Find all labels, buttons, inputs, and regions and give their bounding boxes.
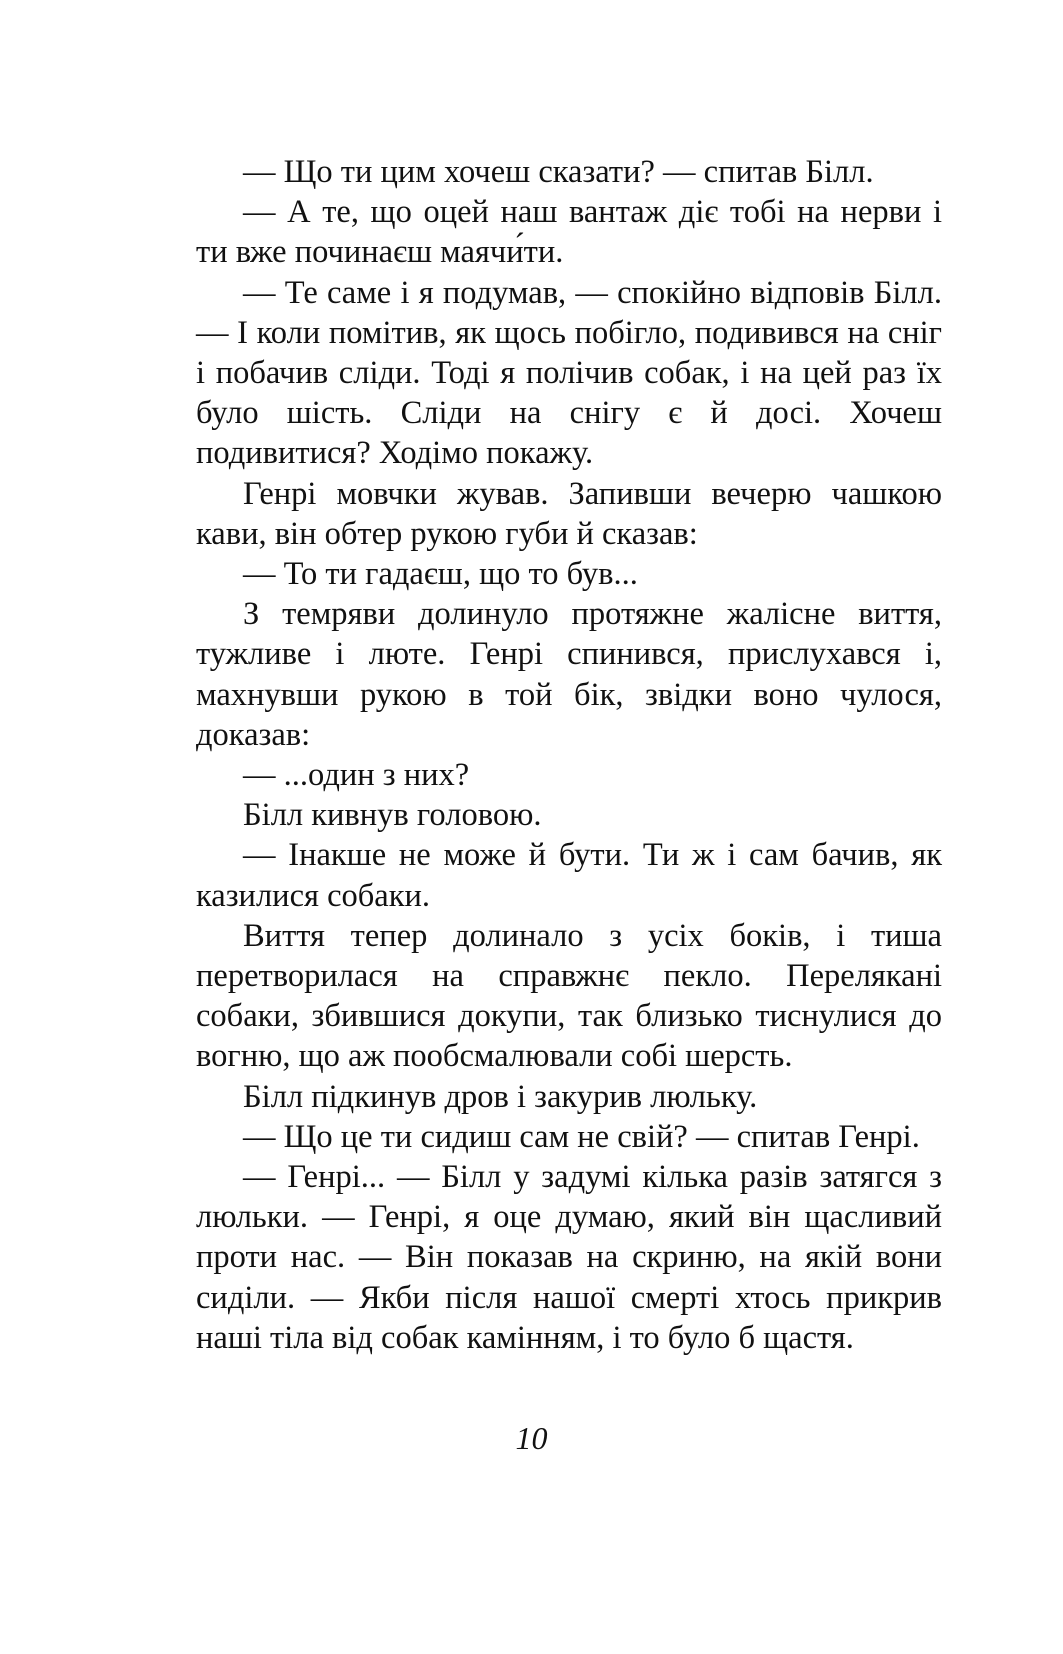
paragraph: — Що це ти сидиш сам не свій? — спитав Генрі.	[243, 1118, 920, 1155]
paragraph: — А те, що оцей наш вантаж діє тобі на нерви і ти вже починаєш маячи́ти.	[196, 194, 942, 271]
paragraph: — Те саме і я подумав, — спокійно відповів Білл. — І коли помітив, як щось побігло, подивився на сніг і побачив сліди. Тоді я полічив собак, і на цей раз їх було шість. Сліди на снігу є й досі. Хочеш подивитися? Ходімо покажу.	[196, 274, 942, 472]
paragraph: — Інакше не може й бути. Ти ж і сам бачив, як казилися собаки.	[196, 837, 942, 914]
paragraph: Білл підкинув дров і закурив люльку.	[243, 1078, 758, 1115]
paragraph: Генрі мовчки жував. Запивши вечерю чашкою кави, він обтер рукою губи й сказав:	[196, 475, 942, 552]
paragraph: Виття тепер долинало з усіх боків, і тиша перетворилася на справжнє пекло. Перелякані собаки, збившися докупи, так близько тиснулися до вогню, що аж пообсмалювали собі шерсть.	[196, 917, 942, 1075]
paragraph: — ...один з них?	[243, 757, 470, 794]
paragraph: — Генрі... — Білл у задумі кілька разів затягся з люльки. — Генрі, я оце думаю, який він щасливий проти нас. — Він показав на скриню, на якій вони сиділи. — Якби після нашої смерті хтось прикрив наші тіла від собак камінням, і то було б щастя.	[196, 1159, 942, 1356]
paragraph: — Що ти цим хочеш сказати? — спитав Білл.	[243, 154, 874, 190]
paragraph: — То ти гадаєш, що то був...	[243, 556, 638, 593]
page-number: 10	[515, 1420, 548, 1456]
body-text	[196, 152, 942, 1358]
paragraph: Білл кивнув головою.	[243, 797, 542, 834]
paragraph: З темряви долинуло протяжне жалісне виття, тужливе і люте. Генрі спинився, прислухався і, махнувши рукою в той бік, звідки воно чулося, доказав:	[196, 596, 942, 753]
